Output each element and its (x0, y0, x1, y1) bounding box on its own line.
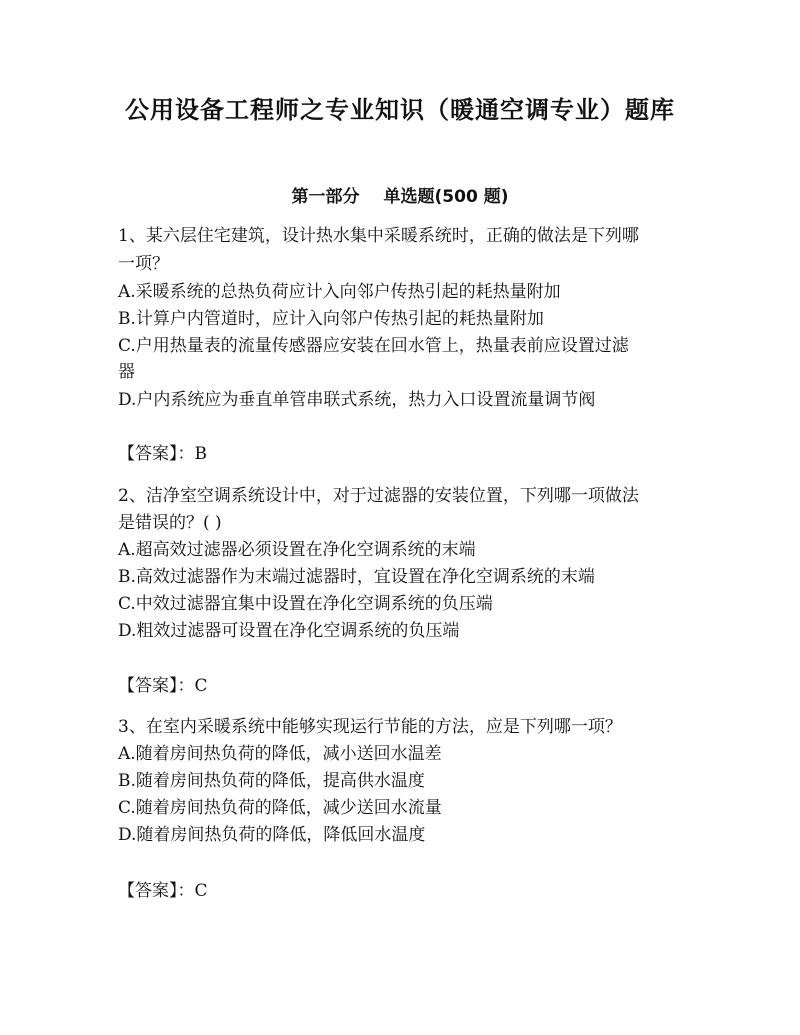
option-b: B.计算户内管道时，应计入向邻户传热引起的耗热量附加 (118, 309, 544, 329)
answer-label: 【答案】 (118, 676, 178, 696)
answer (118, 441, 207, 467)
answer-label: 【答案】 (118, 881, 178, 901)
option-a: A.采暖系统的总热负荷应计入向邻户传热引起的耗热量附加 (118, 282, 561, 302)
answer (118, 673, 208, 699)
option-a: A.超高效过滤器必须设置在净化空调系统的末端 (118, 540, 476, 560)
answer-value: ：B (177, 444, 207, 464)
answer (118, 878, 208, 904)
section-label: 第一部分 (291, 187, 360, 207)
question-stem-continued: 是错误的？( ) (118, 513, 222, 533)
option-d: D.随着房间热负荷的降低，降低回水温度 (118, 825, 426, 845)
option-c-continued: 器 (118, 362, 135, 382)
question-stem: 1、某六层住宅建筑，设计热水集中采暖系统时，正确的做法是下列哪 (118, 226, 639, 246)
document-title: 公用设备工程师之专业知识（暖通空调专业）题库 (125, 96, 675, 124)
option-b: B.高效过滤器作为末端过滤器时，宜设置在净化空调系统的末端 (118, 567, 595, 587)
question-stem: 2、洁净室空调系统设计中，对于过滤器的安装位置，下列哪一项做法 (118, 486, 639, 506)
option-c: C.随着房间热负荷的降低，减少送回水流量 (118, 798, 442, 818)
answer-value: ：C (177, 881, 208, 901)
section-type: 单选题(500 题) (383, 187, 509, 207)
option-d: D.户内系统应为垂直单管串联式系统，热力入口设置流量调节阀 (118, 390, 596, 410)
answer-label: 【答案】 (118, 444, 178, 464)
question-stem-continued: 一项？ (118, 254, 169, 274)
section-heading (0, 182, 800, 207)
option-d: D.粗效过滤器可设置在净化空调系统的负压端 (118, 621, 460, 641)
option-a: A.随着房间热负荷的降低，减小送回水温差 (118, 744, 442, 764)
option-b: B.随着房间热负荷的降低，提高供水温度 (118, 771, 425, 791)
answer-value: ：C (177, 676, 208, 696)
option-c: C.户用热量表的流量传感器应安装在回水管上，热量表前应设置过滤 (118, 336, 629, 356)
option-c: C.中效过滤器宜集中设置在净化空调系统的负压端 (118, 594, 493, 614)
question-stem: 3、在室内采暖系统中能够实现运行节能的方法，应是下列哪一项？ (118, 717, 622, 737)
